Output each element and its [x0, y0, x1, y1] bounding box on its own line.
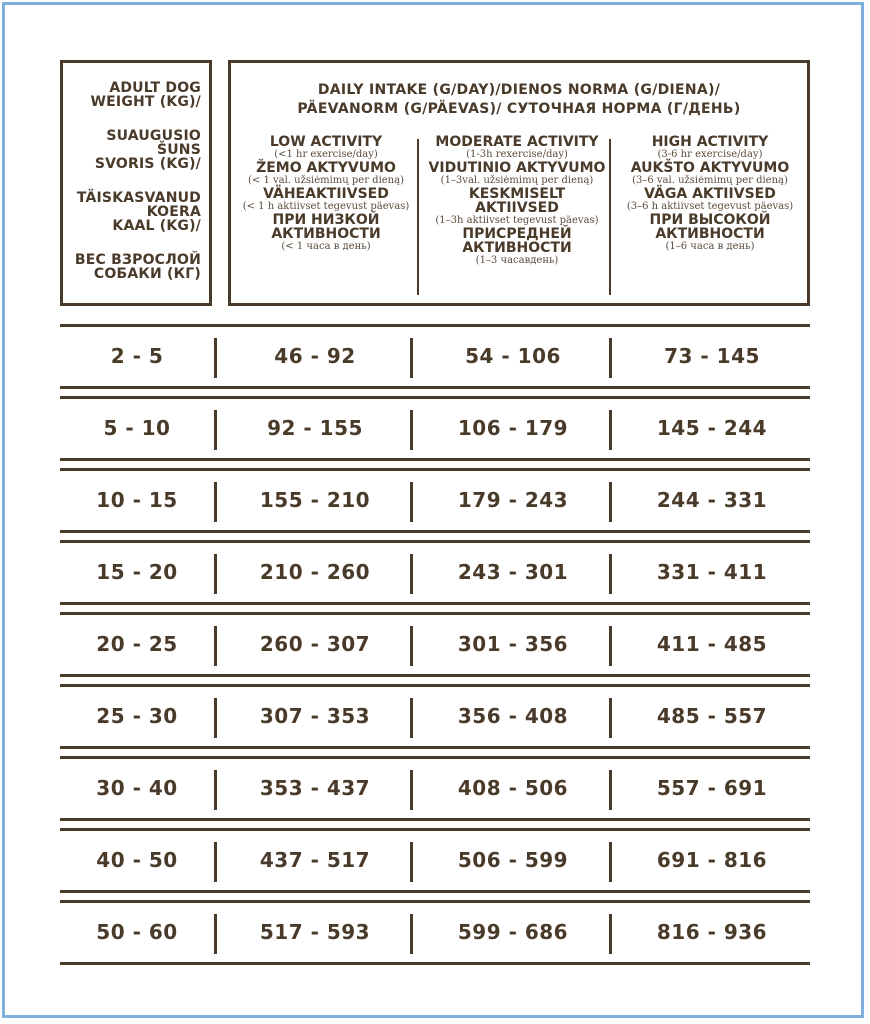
weight-header-line: ADULT DOG — [109, 80, 201, 96]
row-rule — [60, 386, 810, 389]
high-activity-cell: 485 - 557 — [656, 704, 768, 728]
activity-subtext: (1–3val. užsiėmimų per dieną) — [440, 175, 594, 186]
cell-divider — [410, 554, 413, 594]
cell-divider — [410, 338, 413, 378]
weight-range-cell: 2 - 5 — [110, 344, 164, 368]
high-activity-cell: 244 - 331 — [656, 488, 768, 512]
activity-heading: KESKMISELT — [468, 186, 566, 202]
activity-heading: VÄGA AKTIIVSED — [644, 186, 776, 202]
weight-range-cell: 15 - 20 — [96, 560, 178, 584]
moderate-activity-column-header — [421, 135, 613, 267]
row-rule — [60, 674, 810, 677]
cell-divider — [410, 914, 413, 954]
row-rule — [60, 612, 810, 615]
activity-heading: АКТИВНОСТИ — [271, 226, 381, 242]
activity-heading: VÄHEAKTIIVSED — [263, 186, 389, 202]
moderate-activity-cell: 599 - 686 — [457, 920, 569, 944]
activity-subtext: (< 1 val. užsiėmimų per dieną) — [247, 175, 404, 186]
high-activity-cell: 691 - 816 — [656, 848, 768, 872]
cell-divider — [214, 770, 217, 810]
cell-divider — [609, 626, 612, 666]
activity-subtext: (< 1 часа в день) — [281, 241, 371, 252]
activity-subtext: (3–6 val. užsiėmimų per dieną) — [632, 175, 788, 186]
high-activity-cell: 331 - 411 — [656, 560, 768, 584]
low-activity-cell: 353 - 437 — [259, 776, 371, 800]
cell-divider — [609, 482, 612, 522]
weight-header-line: SUAUGUSIO — [106, 128, 201, 144]
row-rule — [60, 324, 810, 327]
activity-subtext: (<1 hr exercise/day) — [274, 149, 378, 160]
weight-header-line: ŠUNS — [156, 142, 201, 158]
activity-heading: HIGH ACTIVITY — [651, 134, 769, 150]
weight-header-box — [60, 60, 212, 306]
moderate-activity-cell: 301 - 356 — [457, 632, 569, 656]
weight-range-cell: 20 - 25 — [96, 632, 178, 656]
cell-divider — [214, 626, 217, 666]
low-activity-cell: 517 - 593 — [259, 920, 371, 944]
daily-intake-title — [231, 81, 807, 119]
cell-divider — [214, 338, 217, 378]
cell-divider — [609, 410, 612, 450]
high-activity-cell: 557 - 691 — [656, 776, 768, 800]
activity-heading: AUKŠTO AKTYVUMO — [630, 160, 790, 176]
weight-range-cell: 25 - 30 — [96, 704, 178, 728]
cell-divider — [410, 770, 413, 810]
weight-header-line: TÄISKASVANUD — [76, 190, 201, 206]
row-rule — [60, 746, 810, 749]
moderate-activity-cell: 179 - 243 — [457, 488, 569, 512]
weight-header-ru — [75, 253, 201, 281]
high-activity-cell: 73 - 145 — [664, 344, 760, 368]
cell-divider — [214, 482, 217, 522]
cell-divider — [214, 698, 217, 738]
weight-header-line: СОБАКИ (КГ) — [93, 266, 201, 282]
moderate-activity-cell: 54 - 106 — [465, 344, 561, 368]
moderate-activity-cell: 243 - 301 — [457, 560, 569, 584]
row-rule — [60, 756, 810, 759]
activity-heading: АКТИВНОСТИ — [655, 226, 765, 242]
activity-heading: MODERATE ACTIVITY — [435, 134, 599, 150]
activity-heading: ПРИ ВЫСОКОЙ — [649, 212, 771, 228]
weight-range-cell: 50 - 60 — [96, 920, 178, 944]
high-activity-cell: 816 - 936 — [656, 920, 768, 944]
moderate-activity-cell: 356 - 408 — [457, 704, 569, 728]
row-rule — [60, 962, 810, 965]
moderate-activity-cell: 106 - 179 — [457, 416, 569, 440]
moderate-activity-cell: 408 - 506 — [457, 776, 569, 800]
row-rule — [60, 900, 810, 903]
row-rule — [60, 458, 810, 461]
low-activity-cell: 155 - 210 — [259, 488, 371, 512]
cell-divider — [410, 842, 413, 882]
row-rule — [60, 890, 810, 893]
row-rule — [60, 602, 810, 605]
low-activity-cell: 307 - 353 — [259, 704, 371, 728]
weight-range-cell: 30 - 40 — [96, 776, 178, 800]
weight-header-line: KOERA — [146, 204, 201, 220]
cell-divider — [609, 338, 612, 378]
activity-heading: AKTIIVSED — [475, 200, 559, 216]
activity-subtext: (3–6 h aktiivset tegevust päevas) — [626, 201, 794, 212]
cell-divider — [609, 698, 612, 738]
activity-heading: ŽEMO AKTYVUMO — [256, 160, 396, 176]
activity-heading: VIDUTINIO AKTYVUMO — [428, 160, 606, 176]
activity-subtext: (1–6 часа в день) — [665, 241, 755, 252]
row-rule — [60, 818, 810, 821]
row-rule — [60, 540, 810, 543]
cell-divider — [609, 554, 612, 594]
daily-intake-title-line: PÄEVANORM (G/PÄEVAS)/ СУТОЧНАЯ НОРМА (Г/ДЕНЬ) — [297, 101, 741, 117]
cell-divider — [410, 410, 413, 450]
activity-heading: АКТИВНОСТИ — [462, 240, 572, 256]
cell-divider — [214, 842, 217, 882]
low-activity-cell: 260 - 307 — [259, 632, 371, 656]
moderate-activity-cell: 506 - 599 — [457, 848, 569, 872]
weight-header-line: SVORIS (KG)/ — [94, 156, 201, 172]
activity-subtext: (3-6 hr exercise/day) — [657, 149, 763, 160]
weight-header-lt — [95, 129, 201, 171]
row-rule — [60, 828, 810, 831]
activity-subtext: (1–3h aktiivset tegevust päevas) — [435, 215, 599, 226]
weight-header-line: KAAL (KG)/ — [112, 218, 201, 234]
daily-intake-title-line: DAILY INTAKE (G/DAY)/DIENOS NORMA (G/DIENA)/ — [317, 82, 721, 98]
activity-heading: ПРИСРЕДНЕЙ — [462, 226, 572, 242]
row-rule — [60, 396, 810, 399]
low-activity-cell: 46 - 92 — [274, 344, 356, 368]
weight-header-et — [77, 191, 201, 233]
cell-divider — [609, 770, 612, 810]
row-rule — [60, 530, 810, 533]
cell-divider — [609, 914, 612, 954]
weight-range-cell: 5 - 10 — [103, 416, 171, 440]
low-activity-cell: 92 - 155 — [267, 416, 363, 440]
weight-header-line: WEIGHT (KG)/ — [90, 94, 201, 110]
high-activity-cell: 411 - 485 — [656, 632, 768, 656]
weight-header-line: ВЕС ВЗРОСЛОЙ — [74, 252, 201, 268]
cell-divider — [410, 482, 413, 522]
low-activity-cell: 437 - 517 — [259, 848, 371, 872]
activity-subtext: (1–3 часавдень) — [475, 255, 559, 266]
cell-divider — [214, 914, 217, 954]
row-rule — [60, 468, 810, 471]
activity-heading: LOW ACTIVITY — [269, 134, 383, 150]
cell-divider — [410, 626, 413, 666]
weight-range-cell: 40 - 50 — [96, 848, 178, 872]
activity-subtext: (1-3h rexercise/day) — [466, 149, 568, 160]
low-activity-cell: 210 - 260 — [259, 560, 371, 584]
cell-divider — [214, 410, 217, 450]
cell-divider — [410, 698, 413, 738]
activity-subtext: (< 1 h aktiivset tegevust päevas) — [242, 201, 410, 212]
low-activity-column-header — [231, 135, 421, 253]
weight-header-en — [91, 81, 202, 109]
cell-divider — [609, 842, 612, 882]
daily-intake-header-box — [228, 60, 810, 306]
cell-divider — [214, 554, 217, 594]
weight-range-cell: 10 - 15 — [96, 488, 178, 512]
activity-heading: ПРИ НИЗКОЙ — [272, 212, 380, 228]
row-rule — [60, 684, 810, 687]
high-activity-column-header — [613, 135, 807, 253]
high-activity-cell: 145 - 244 — [656, 416, 768, 440]
